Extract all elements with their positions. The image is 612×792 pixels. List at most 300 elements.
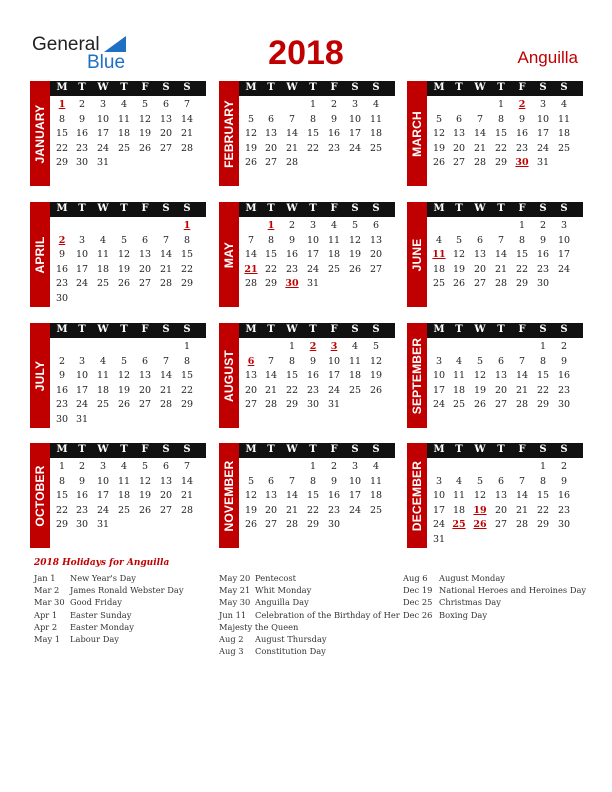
day-number: 13 [159,475,173,487]
day-number: 12 [369,355,383,367]
day-number: 28 [244,278,258,289]
weekday-label: M [433,82,445,93]
holiday-date: 2 [58,234,66,246]
day-number: 11 [452,490,466,501]
day-number: 29 [55,519,69,530]
month-label [407,202,427,307]
holiday-row-name: Anguilla Day [255,597,309,608]
day-number: 28 [159,399,173,410]
holiday-row-date: Dec 19 [403,585,433,596]
day-number: 19 [473,384,487,396]
weekday-label: W [474,203,486,214]
day-number: 10 [536,113,550,125]
weekday-label: W [474,324,486,335]
day-number: 16 [557,370,571,381]
weekday-label: F [330,203,338,214]
holiday-row-date: May 1 [34,633,61,644]
month-november [219,443,395,548]
holiday-row-name: Easter Sunday [70,609,132,620]
day-number: 29 [306,519,320,530]
holiday-date: 21 [244,263,258,275]
day-number: 7 [476,113,484,125]
day-number: 12 [244,128,258,139]
day-number: 4 [435,234,443,246]
day-number: 12 [138,475,152,487]
weekday-label: W [286,203,298,214]
day-number: 17 [348,490,362,501]
day-number: 17 [536,128,550,139]
day-number: 9 [560,475,568,487]
month-label [219,202,239,307]
day-number: 18 [96,263,110,275]
weekday-label: T [309,444,317,455]
holiday-date: 6 [247,355,255,367]
weekday-header [427,323,583,338]
weekday-label: T [455,444,463,455]
day-number: 20 [452,142,466,154]
day-number: 10 [432,490,446,501]
day-number: 27 [244,399,258,410]
day-number: 15 [180,249,194,260]
holiday-row-name: Labour Day [70,633,119,644]
holiday-row-date: Aug 6 [403,573,428,583]
day-number: 4 [372,99,380,110]
weekday-label: S [539,203,547,214]
day-number: 17 [327,370,341,381]
weekday-label: M [56,324,68,335]
day-number: 17 [306,249,320,260]
month-label-text: OCTOBER [33,464,47,527]
day-number: 5 [247,113,255,125]
day-number: 13 [494,370,508,381]
month-label-text: JUNE [410,238,424,271]
day-number: 14 [159,249,173,260]
day-number: 28 [285,519,299,530]
day-number: 11 [369,475,383,487]
day-number: 16 [557,490,571,501]
weekday-label: M [56,203,68,214]
day-number: 29 [536,399,550,410]
day-number: 19 [244,142,258,154]
day-number: 31 [96,157,110,168]
day-number: 2 [58,355,66,367]
day-number: 15 [494,128,508,139]
weekday-label: T [455,324,463,335]
holiday-row-name: Good Friday [70,597,122,608]
day-number: 25 [117,504,131,516]
weekday-label: S [539,324,547,335]
month-march [407,81,583,186]
day-number: 17 [432,384,446,396]
day-number: 9 [330,113,338,125]
day-number: 2 [539,220,547,231]
day-number: 4 [99,234,107,246]
day-number: 26 [138,142,152,154]
weekday-label: S [351,82,359,93]
weekday-label: T [120,203,128,214]
day-number: 21 [515,384,529,396]
day-number: 20 [494,504,508,516]
weekday-header [239,202,395,217]
holiday-row-name: August Monday [439,573,505,583]
day-number: 13 [138,249,152,260]
holidays-title: 2018 Holidays for Anguilla [34,558,170,568]
weekday-label: T [309,324,317,335]
day-number: 11 [96,370,110,381]
day-number: 25 [432,278,446,289]
day-number: 8 [183,234,191,246]
holiday-date: 2 [309,341,317,352]
day-number: 22 [536,384,550,396]
day-number: 29 [180,278,194,289]
day-number: 7 [518,475,526,487]
day-number: 7 [288,113,296,125]
holiday-row-date: Apr 2 [34,621,58,632]
day-number: 13 [473,249,487,260]
day-number: 9 [518,113,526,125]
day-number: 4 [372,461,380,472]
month-label-text: MAY [222,241,236,268]
day-number: 23 [55,399,69,410]
day-number: 2 [78,99,86,110]
day-number: 30 [75,519,89,530]
day-number: 4 [351,341,359,352]
day-number: 20 [264,504,278,516]
day-number: 16 [55,384,69,396]
day-number: 27 [159,504,173,516]
weekday-label: W [286,82,298,93]
day-number: 22 [55,142,69,154]
month-june [407,202,583,307]
day-number: 22 [306,504,320,516]
day-number: 30 [55,413,69,425]
day-number: 24 [348,504,362,516]
day-number: 23 [306,384,320,396]
weekday-label: S [183,444,191,455]
day-number: 13 [138,370,152,381]
day-number: 14 [494,249,508,260]
day-number: 13 [452,128,466,139]
day-number: 23 [515,142,529,154]
day-number: 3 [99,99,107,110]
day-number: 10 [96,113,110,125]
day-number: 15 [55,128,69,139]
holiday-date: 25 [452,519,466,530]
day-number: 7 [247,234,255,246]
day-number: 6 [267,475,275,487]
day-number: 12 [138,113,152,125]
day-number: 1 [309,99,317,110]
weekday-header [427,202,583,217]
day-number: 11 [117,475,131,487]
weekday-label: T [267,324,275,335]
day-number: 29 [285,399,299,410]
day-number: 12 [244,490,258,501]
day-number: 28 [494,278,508,289]
day-number: 23 [557,504,571,516]
weekday-label: S [560,203,568,214]
day-number: 20 [264,142,278,154]
day-number: 16 [327,490,341,501]
day-number: 10 [75,370,89,381]
day-number: 31 [432,533,446,545]
day-number: 11 [96,249,110,260]
month-january [30,81,206,186]
day-number: 7 [497,234,505,246]
day-number: 21 [264,384,278,396]
day-number: 5 [351,220,359,231]
day-number: 17 [348,128,362,139]
day-number: 14 [180,113,194,125]
month-label [407,323,427,428]
day-number: 7 [518,355,526,367]
day-number: 28 [180,504,194,516]
day-number: 22 [180,384,194,396]
weekday-label: T [267,82,275,93]
day-number: 23 [327,142,341,154]
day-number: 26 [117,399,131,410]
day-number: 29 [55,157,69,168]
weekday-label: T [267,444,275,455]
day-number: 25 [557,142,571,154]
month-label [30,443,50,548]
day-number: 12 [452,249,466,260]
day-number: 18 [348,370,362,381]
day-number: 28 [473,157,487,168]
day-number: 1 [288,341,296,352]
day-number: 3 [351,461,359,472]
day-number: 12 [473,370,487,381]
weekday-label: W [97,203,109,214]
day-number: 17 [96,490,110,501]
day-number: 9 [309,355,317,367]
day-number: 14 [285,128,299,139]
day-number: 23 [285,263,299,275]
weekday-label: T [497,203,505,214]
day-number: 17 [75,263,89,275]
day-number: 11 [117,113,131,125]
weekday-label: F [141,324,149,335]
day-number: 8 [518,234,526,246]
weekday-header [50,443,206,458]
day-number: 16 [75,128,89,139]
day-number: 12 [348,234,362,246]
day-number: 15 [536,490,550,501]
day-number: 25 [117,142,131,154]
holiday-row-date: Apr 1 [34,609,58,620]
day-number: 20 [473,263,487,275]
day-number: 6 [267,113,275,125]
day-number: 5 [120,234,128,246]
weekday-label: F [330,324,338,335]
holiday-row-date: Mar 30 [34,597,65,608]
day-number: 18 [369,490,383,501]
day-number: 16 [327,128,341,139]
day-number: 20 [159,128,173,139]
day-number: 29 [264,278,278,289]
day-number: 8 [58,113,66,125]
day-number: 22 [55,504,69,516]
weekday-label: T [78,324,86,335]
day-number: 17 [557,249,571,260]
day-number: 7 [267,355,275,367]
holiday-row-name: Whit Monday [255,585,312,596]
day-number: 7 [288,475,296,487]
month-april [30,202,206,307]
weekday-header [239,323,395,338]
weekday-header [50,81,206,96]
day-number: 14 [515,490,529,501]
day-number: 6 [162,99,170,110]
day-number: 8 [539,355,547,367]
day-number: 6 [497,475,505,487]
day-number: 3 [539,99,547,110]
month-label-text: AUGUST [222,349,236,402]
day-number: 20 [369,249,383,260]
day-number: 25 [96,399,110,410]
day-number: 27 [264,519,278,530]
holiday-row-name: Constitution Day [255,646,326,657]
weekday-label: M [245,82,257,93]
day-number: 4 [560,99,568,110]
day-number: 25 [96,278,110,289]
day-number: 5 [476,355,484,367]
month-label-text: DECEMBER [410,460,424,531]
day-number: 4 [330,220,338,231]
weekday-label: T [455,203,463,214]
weekday-label: S [183,82,191,93]
day-number: 1 [183,341,191,352]
day-number: 14 [285,490,299,501]
weekday-label: M [56,444,68,455]
day-number: 31 [306,278,320,289]
month-label-text: NOVEMBER [222,460,236,531]
weekday-label: S [162,444,170,455]
day-number: 26 [432,157,446,168]
day-number: 2 [330,99,338,110]
holiday-row-name: New Year's Day [70,573,136,583]
month-label [219,81,239,186]
holiday-row-date: Aug 3 [219,646,244,657]
weekday-label: S [539,82,547,93]
day-number: 22 [285,384,299,396]
day-number: 24 [348,142,362,154]
day-number: 25 [348,384,362,396]
day-number: 25 [452,399,466,410]
day-number: 17 [75,384,89,396]
weekday-label: M [433,324,445,335]
day-number: 24 [432,399,446,410]
day-number: 14 [159,370,173,381]
day-number: 5 [141,99,149,110]
day-number: 6 [476,234,484,246]
day-number: 28 [515,399,529,410]
day-number: 26 [138,504,152,516]
day-number: 8 [497,113,505,125]
day-number: 3 [78,234,86,246]
day-number: 25 [369,504,383,516]
day-number: 26 [348,263,362,275]
holiday-date: 2 [518,99,526,110]
weekday-label: F [141,82,149,93]
weekday-label: F [330,82,338,93]
month-september [407,323,583,428]
day-number: 22 [494,142,508,154]
weekday-label: F [518,324,526,335]
day-number: 23 [327,504,341,516]
weekday-label: W [97,82,109,93]
day-number: 18 [432,263,446,275]
day-number: 6 [141,355,149,367]
day-number: 6 [497,355,505,367]
weekday-label: T [120,324,128,335]
holiday-row-name: Majesty the Queen [219,621,299,632]
day-number: 13 [494,490,508,501]
weekday-label: T [497,324,505,335]
day-number: 10 [327,355,341,367]
day-number: 12 [473,490,487,501]
day-number: 30 [327,519,341,530]
day-number: 5 [372,341,380,352]
day-number: 18 [369,128,383,139]
day-number: 13 [264,490,278,501]
day-number: 27 [494,519,508,530]
logo-triangle-icon [104,36,126,52]
day-number: 19 [369,370,383,381]
day-number: 8 [267,234,275,246]
day-number: 3 [351,99,359,110]
weekday-label: M [245,444,257,455]
weekday-label: S [351,203,359,214]
day-number: 29 [494,157,508,168]
day-number: 4 [455,475,463,487]
day-number: 15 [515,249,529,260]
day-number: 24 [557,263,571,275]
day-number: 18 [117,490,131,501]
day-number: 7 [162,234,170,246]
day-number: 12 [432,128,446,139]
day-number: 27 [264,157,278,168]
day-number: 31 [75,413,89,425]
day-number: 13 [159,113,173,125]
weekday-header [427,443,583,458]
day-number: 28 [285,157,299,168]
weekday-label: F [518,203,526,214]
day-number: 7 [183,461,191,472]
day-number: 15 [285,370,299,381]
logo-text-general: General [32,34,100,55]
day-number: 10 [306,234,320,246]
day-number: 3 [78,355,86,367]
weekday-label: S [372,203,380,214]
day-number: 17 [96,128,110,139]
month-label [219,323,239,428]
holiday-row-date: Dec 26 [403,609,433,620]
day-number: 14 [473,128,487,139]
day-number: 18 [96,384,110,396]
day-number: 29 [180,399,194,410]
day-number: 4 [455,355,463,367]
day-number: 6 [455,113,463,125]
day-number: 10 [557,234,571,246]
day-number: 11 [452,370,466,381]
weekday-label: S [162,203,170,214]
weekday-label: S [183,203,191,214]
day-number: 29 [536,519,550,530]
day-number: 24 [432,519,446,530]
day-number: 27 [138,278,152,289]
weekday-label: F [141,444,149,455]
